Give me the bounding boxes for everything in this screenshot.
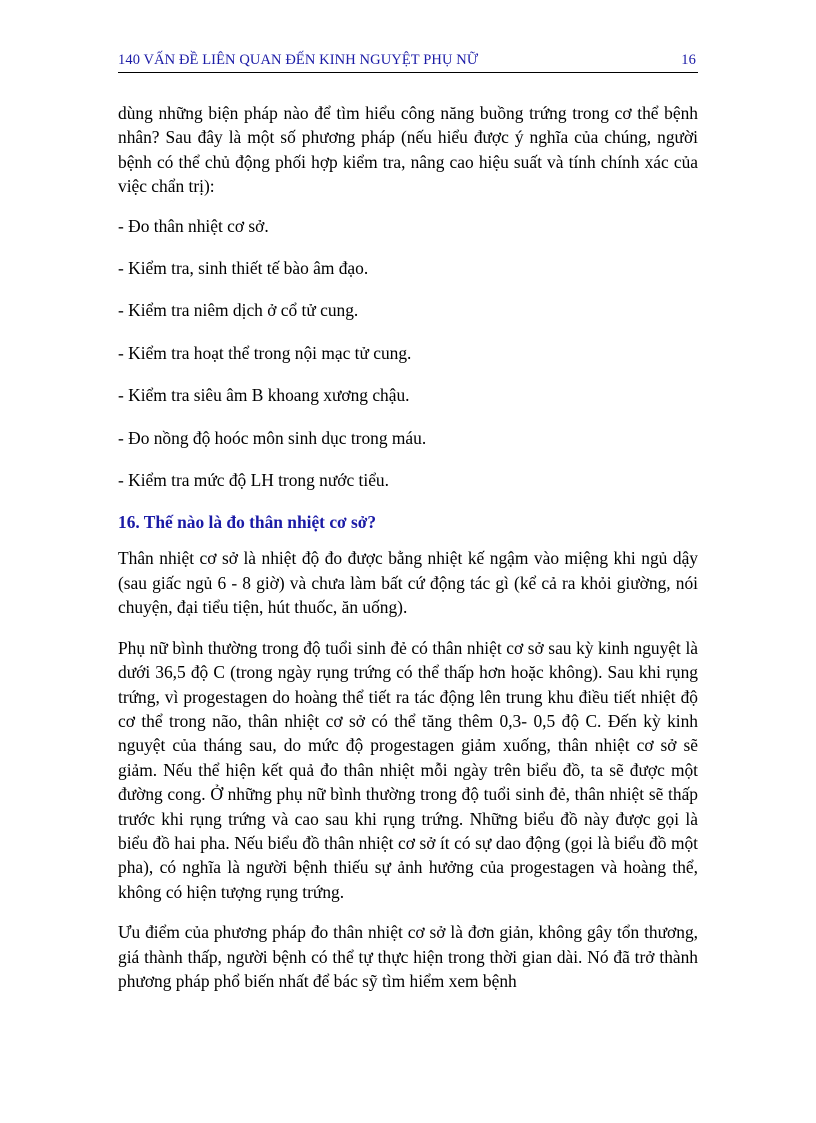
list-item: - Đo thân nhiệt cơ sở. [118, 215, 269, 236]
page-number: 16 [681, 52, 696, 68]
list-item: - Kiểm tra mức độ LH trong nước tiểu. [118, 470, 389, 491]
page-body [118, 101, 698, 993]
list-item: - Kiểm tra siêu âm B khoang xương chậu. [118, 385, 410, 406]
list-item: - Kiểm tra niêm dịch ở cổ tử cung. [118, 300, 359, 321]
section-paragraph-definition: Thân nhiệt cơ sở là nhiệt độ đo được bằng nhiệt kế ngậm vào miệng khi ngủ dậy (sau giấc ngủ 6 - 8 giờ) và chưa làm bất cứ động tác gì (kể cả ra khỏi giường, nói chuyện, đại tiểu tiện, hút thuốc, ăn uống). [118, 548, 698, 618]
intro-paragraph: dùng những biện pháp nào để tìm hiểu công năng buồng trứng trong cơ thể bệnh nhân? Sau đây là một số phương pháp (nếu hiểu được ý nghĩa của chúng, người bệnh có thể chủ động phối hợp kiểm tra, nâng cao hiệu suất và tính chính xác của việc chẩn trị): [118, 103, 698, 197]
list-item: - Đo nồng độ hoóc môn sinh dục trong máu. [118, 427, 427, 448]
list-item: - Kiểm tra, sinh thiết tế bào âm đạo. [118, 258, 369, 279]
running-header [118, 50, 698, 73]
list-item: - Kiểm tra hoạt thể trong nội mạc tử cung. [118, 342, 412, 363]
section-heading: 16. Thế nào là đo thân nhiệt cơ sở? [118, 512, 377, 533]
section-paragraph-normal-values: Phụ nữ bình thường trong độ tuổi sinh đẻ có thân nhiệt cơ sở sau kỳ kinh nguyệt là dưới 36,5 độ C (trong ngày rụng trứng có thể thấp hơn hoặc không). Sau khi rụng trứng, vì progestagen do hoàng thể tiết ra tác động lên trung khu điều tiết nhiệt độ cơ thể trong não, thân nhiệt cơ sở có thể tăng thêm 0,3- 0,5 độ C. Đến kỳ kinh nguyệt của tháng sau, do mức độ progestagen giảm xuống, thân nhiệt cơ sở sẽ giảm. Nếu thể hiện kết quả đo thân nhiệt mỗi ngày trên biểu đồ, ta sẽ được một đường cong. Ở những phụ nữ bình thường trong độ tuổi sinh đẻ, thân nhiệt sẽ thấp trước khi rụng trứng và cao sau khi rụng trứng. Những biểu đồ này được gọi là biểu đồ hai pha. Nếu biểu đồ thân nhiệt cơ sở ít có sự dao động (gọi là biểu đồ một pha), có nghĩa là người bệnh thiếu sự ảnh hưởng của progestagen và hoàng thể, không có hiện tượng rụng trứng. [118, 637, 698, 902]
methods-list [118, 214, 698, 493]
section-paragraph-advantages: Ưu điểm của phương pháp đo thân nhiệt cơ sở là đơn giản, không gây tổn thương, giá thành thấp, người bệnh có thể tự thực hiện trong thời gian dài. Nó đã trở thành phương pháp phổ biến nhất để bác sỹ tìm hiểm xem bệnh [118, 922, 698, 991]
book-title: 140 VẤN ĐỀ LIÊN QUAN ĐẾN KINH NGUYỆT PHỤ NỮ [118, 52, 479, 68]
